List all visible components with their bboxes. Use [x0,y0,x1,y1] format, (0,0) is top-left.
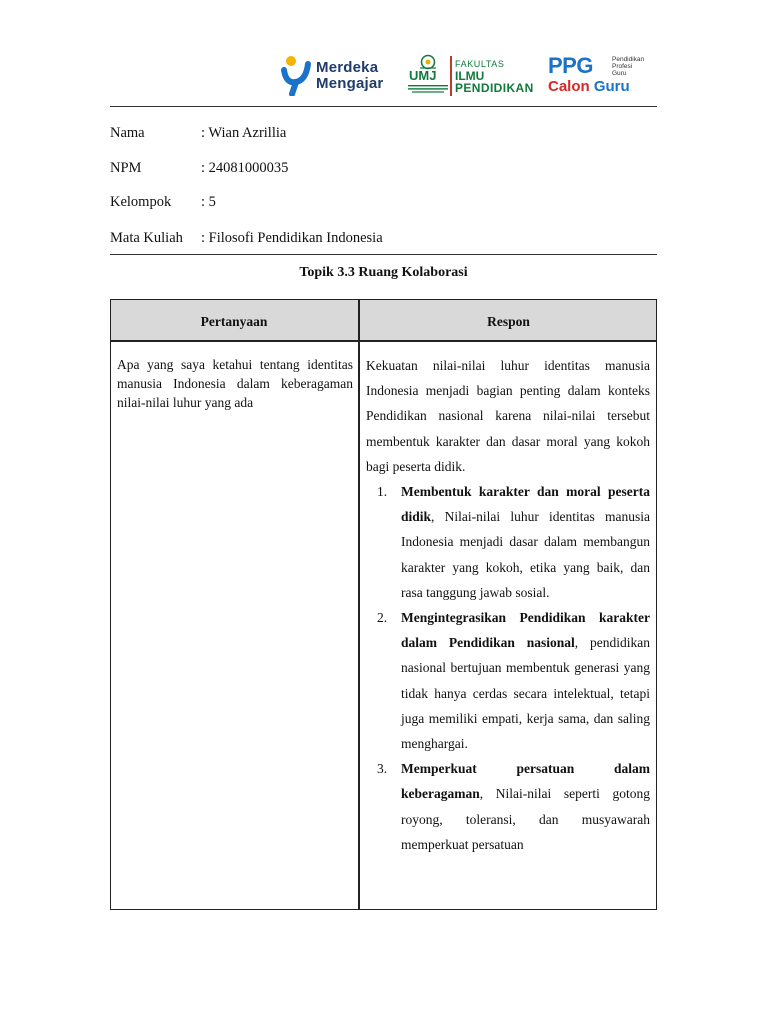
course-value: : Filosofi Pendidikan Indonesia [201,230,383,246]
calon-guru-wordmark [548,79,630,95]
point-text: , pendidikan nasional bertujuan membentuk generasi yang tidak hanya cerdas secara intelektual, tetapi juga memiliki empati, kerja sama, dan saling menghargai. [401,635,650,752]
mengajar-line: Mengajar [316,75,384,92]
merdeka-mengajar-mark-icon [280,54,314,96]
npm-value: : 24081000035 [201,160,289,176]
identity-rule [110,254,657,255]
point-title: Membentuk karakter dan moral peserta didik [401,484,650,525]
calon-word: Calon [548,78,590,95]
ppg-small-line-1: Pendidikan [612,56,645,63]
point-text: , Nilai-nilai seperti gotong royong, toleransi, dan musyawarah memperkuat persatuan [401,786,650,852]
response-point [366,605,650,756]
name-value: : Wian Azrillia [201,125,287,141]
point-number: 1. [377,484,388,500]
topic-title: Topik 3.3 Ruang Kolaborasi [299,265,468,280]
point-title: Memperkuat persatuan dalam keberagaman [401,761,650,802]
ppg-calon-guru-logo [548,54,652,98]
response-point [366,756,650,857]
ilmu-line: ILMU [455,69,485,83]
merdeka-mengajar-logo [280,54,390,96]
question-cell: Apa yang saya ketahui tentang identitas manusia Indonesia dalam keberagaman nilai-nilai luhur yang ada [117,357,353,410]
name-label: Nama [110,125,145,141]
group-value: : 5 [201,194,216,210]
group-label: Kelompok [110,194,172,210]
fakultas-line: FAKULTAS [455,59,505,69]
fip-wordmark [455,58,534,94]
collaboration-table [110,299,657,910]
ppg-fullname [612,56,644,77]
merdeka-line: Merdeka [316,59,379,76]
header-respon: Respon [487,314,530,329]
course-label: Mata Kuliah [110,230,183,246]
response-intro: Kekuatan nilai-nilai luhur identitas manusia Indonesia menjadi bagian penting dalam konteks Pendidikan nasional karena nilai-nilai tersebut membentuk karakter dan dasar moral yang kokoh bagi peserta didik. [366,358,650,474]
merdeka-mengajar-wordmark [316,60,383,92]
umj-divider [450,56,452,96]
header-pertanyaan: Pertanyaan [200,314,268,329]
npm-label: NPM [110,160,142,176]
guru-word: Guru [593,78,630,95]
umj-university-name-graphic [408,84,448,94]
point-title: Mengintegrasikan Pendidikan karakter dalam Pendidikan nasional [401,610,650,651]
umj-abbreviation: UMJ [409,68,437,83]
point-text: , Nilai-nilai luhur identitas manusia Indonesia menjadi dasar dalam membangun karakter yang kokoh, etika yang baik, dan rasa tanggung jawab sosial. [401,509,650,600]
ppg-small-line-2: Profesi [612,63,633,70]
point-number: 3. [377,761,388,777]
header-rule [110,106,657,107]
ppg-small-line-3: Guru [612,70,627,77]
response-point [366,479,650,605]
header-logos [280,50,652,100]
ppg-abbreviation: PPG [548,53,593,78]
pendidikan-line: PENDIDIKAN [455,81,534,95]
response-cell [366,353,650,857]
umj-mark [408,54,450,98]
umj-fip-logo [408,54,534,98]
point-number: 2. [377,610,388,626]
response-points [366,479,650,857]
